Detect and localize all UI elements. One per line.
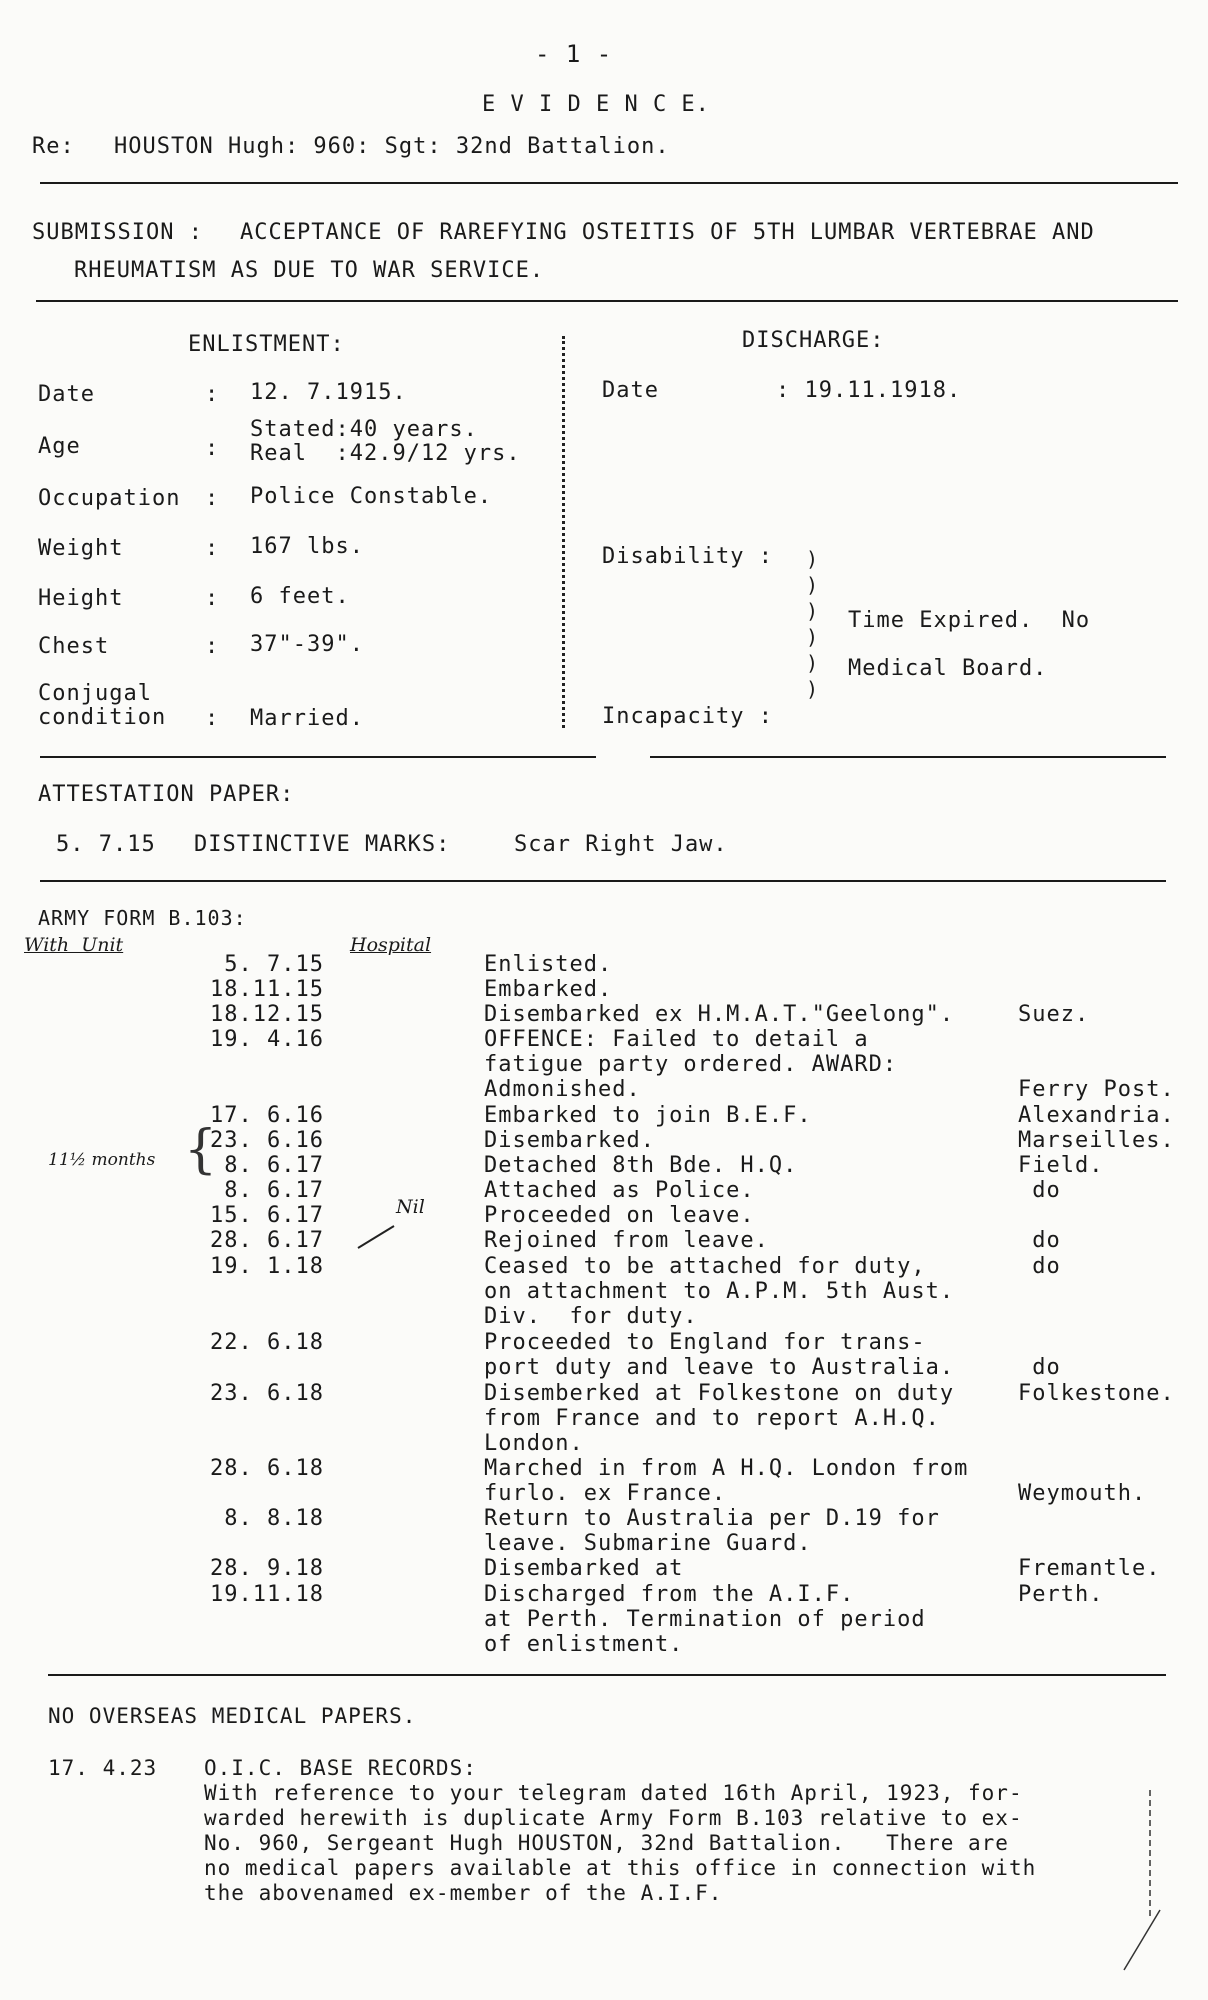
enlistment-value-chest: 37"-39". [250, 632, 364, 657]
enlistment-value-height: 6 feet. [250, 584, 350, 609]
enlistment-value-conjugal: Married. [250, 706, 364, 731]
entry-place: Weymouth. [1018, 1481, 1147, 1506]
divider [40, 880, 1166, 882]
base-records-date: 17. 4.23 [48, 1756, 158, 1780]
enlistment-label-age: Age [38, 434, 81, 459]
page-title: E V I D E N C E. [482, 92, 710, 117]
entry-date: 28. 6.18 [210, 1456, 324, 1481]
entry-place: Folkestone. [1018, 1381, 1175, 1406]
divider [36, 300, 1178, 302]
colon: : [205, 706, 220, 731]
entry-text: Ceased to be attached for duty, on attachment to A.P.M. 5th Aust. Div. for duty. [484, 1254, 955, 1329]
handwritten-months: 11½ months [48, 1150, 156, 1170]
entry-date: 23. 6.16 [210, 1128, 324, 1153]
entry-place: Alexandria. [1018, 1103, 1175, 1128]
enlistment-label-occupation: Occupation [38, 486, 181, 511]
entry-text: Disemberked at Folkestone on duty from France and to report A.H.Q. London. [484, 1381, 955, 1456]
entry-date: 18.12.15 [210, 1002, 324, 1027]
colon: : [205, 382, 220, 407]
submission-line1: ACCEPTANCE OF RAREFYING OSTEITIS OF 5TH LUMBAR VERTEBRAE AND [240, 220, 1095, 245]
entry-date: 28. 9.18 [210, 1556, 324, 1581]
page-number: - 1 - [535, 40, 613, 68]
entry-date: 18.11.15 [210, 977, 324, 1002]
entry-text: Proceeded to England for trans- port duty and leave to Australia. [484, 1330, 955, 1380]
entry-date: 19. 1.18 [210, 1254, 324, 1279]
handwritten-with-unit: With Unit [24, 934, 124, 956]
entry-text: Embarked. [484, 977, 613, 1002]
discharge-incapacity-label: Incapacity : [602, 704, 773, 729]
entry-date: 15. 6.17 [210, 1203, 324, 1228]
entry-date: 8. 6.17 [210, 1178, 324, 1203]
entry-place: do [1018, 1178, 1061, 1203]
margin-mark [1110, 1780, 1170, 1980]
entry-place: Perth. [1018, 1582, 1104, 1607]
colon: : [205, 486, 220, 511]
divider [40, 756, 596, 758]
nil-stroke [356, 1220, 396, 1250]
entry-place: do [1032, 1355, 1061, 1380]
entry-text: Disembarked. [484, 1128, 655, 1153]
divider [48, 1674, 1166, 1676]
soldier-line: HOUSTON Hugh: 960: Sgt: 32nd Battalion. [114, 134, 670, 159]
entry-text: Marched in from A H.Q. London from furlo. ex France. [484, 1456, 969, 1506]
column-separator [562, 336, 569, 728]
entry-date: 28. 6.17 [210, 1228, 324, 1253]
entry-date: 8. 6.17 [210, 1153, 324, 1178]
re-label: Re: [32, 134, 75, 159]
entry-text: Embarked to join B.E.F. [484, 1103, 812, 1128]
entry-date: 19.11.18 [210, 1582, 324, 1607]
entry-date: 8. 8.18 [210, 1506, 324, 1531]
base-records-body: With reference to your telegram dated 16th April, 1923, for- warded herewith is duplicate Army Form B.103 relative to ex- No. 960, Sergeant Hugh HOUSTON, 32nd Battalion. There are no medical papers available at this office in connection with the abovenamed ex-member of the A.I.F. [204, 1781, 1037, 1905]
brace: { [184, 1120, 219, 1180]
enlistment-value-weight: 167 lbs. [250, 534, 364, 559]
no-overseas-note: NO OVERSEAS MEDICAL PAPERS. [48, 1704, 417, 1728]
entry-text: Attached as Police. [484, 1178, 755, 1203]
entry-text: Return to Australia per D.19 for leave. Submarine Guard. [484, 1506, 940, 1556]
colon: : [205, 436, 220, 461]
bracket: ) ) ) ) ) ) [806, 547, 820, 701]
army-form-heading: ARMY FORM B.103: [38, 906, 247, 930]
entry-date: 19. 4.16 [210, 1027, 324, 1052]
enlistment-value-occupation: Police Constable. [250, 484, 493, 509]
discharge-heading: DISCHARGE: [742, 328, 885, 353]
entry-text: Enlisted. [484, 952, 613, 977]
entry-text: Disembarked ex H.M.A.T."Geelong". [484, 1002, 955, 1027]
attestation-marks-label: DISTINCTIVE MARKS: [194, 832, 451, 857]
discharge-reason-line1: Time Expired. No [848, 608, 1091, 633]
enlistment-value-date: 12. 7.1915. [250, 380, 407, 405]
attestation-date: 5. 7.15 [56, 832, 156, 857]
entry-place: Ferry Post. [1018, 1077, 1175, 1102]
attestation-marks-value: Scar Right Jaw. [514, 832, 728, 857]
divider [40, 182, 1178, 184]
submission-line2: RHEUMATISM AS DUE TO WAR SERVICE. [74, 258, 545, 283]
entry-date: 22. 6.18 [210, 1330, 324, 1355]
entry-place: do [1018, 1254, 1061, 1279]
entry-place: do [1018, 1228, 1061, 1253]
enlistment-label-date: Date [38, 382, 95, 407]
entry-text: OFFENCE: Failed to detail a fatigue party ordered. AWARD: Admonished. [484, 1027, 898, 1102]
entry-text: Rejoined from leave. [484, 1228, 769, 1253]
entry-date: 17. 6.16 [210, 1103, 324, 1128]
discharge-disability-label: Disability : [602, 544, 773, 569]
attestation-heading: ATTESTATION PAPER: [38, 782, 295, 807]
colon: : [205, 634, 220, 659]
base-records-heading: O.I.C. BASE RECORDS: [204, 1756, 477, 1780]
entry-date: 5. 7.15 [210, 952, 324, 977]
handwritten-hospital: Hospital [350, 934, 432, 956]
entry-text: Disembarked at [484, 1556, 684, 1581]
entry-text: Proceeded on leave. [484, 1203, 755, 1228]
handwritten-nil: Nil [396, 1196, 425, 1218]
entry-text: Discharged from the A.I.F. at Perth. Termination of period of enlistment. [484, 1582, 926, 1657]
colon: : [205, 536, 220, 561]
enlistment-label-chest: Chest [38, 634, 110, 659]
entry-place: Suez. [1018, 1002, 1090, 1027]
enlistment-heading: ENLISTMENT: [188, 332, 345, 357]
submission-label: SUBMISSION : [32, 220, 203, 245]
enlistment-label-height: Height [38, 586, 124, 611]
colon: : [205, 586, 220, 611]
entry-place: Field. [1018, 1153, 1104, 1178]
enlistment-label-weight: Weight [38, 536, 124, 561]
entry-place: Fremantle. [1018, 1556, 1161, 1581]
enlistment-value-age: Stated:40 years. Real :42.9/12 yrs. [250, 417, 521, 466]
discharge-date-value: : 19.11.1918. [776, 378, 962, 403]
entry-text: Detached 8th Bde. H.Q. [484, 1153, 798, 1178]
discharge-reason-line2: Medical Board. [848, 656, 1048, 681]
enlistment-label-conjugal: Conjugal condition [38, 681, 167, 730]
discharge-date-label: Date [602, 378, 659, 403]
entry-date: 23. 6.18 [210, 1381, 324, 1406]
entry-place: Marseilles. [1018, 1128, 1175, 1153]
divider [650, 756, 1166, 758]
